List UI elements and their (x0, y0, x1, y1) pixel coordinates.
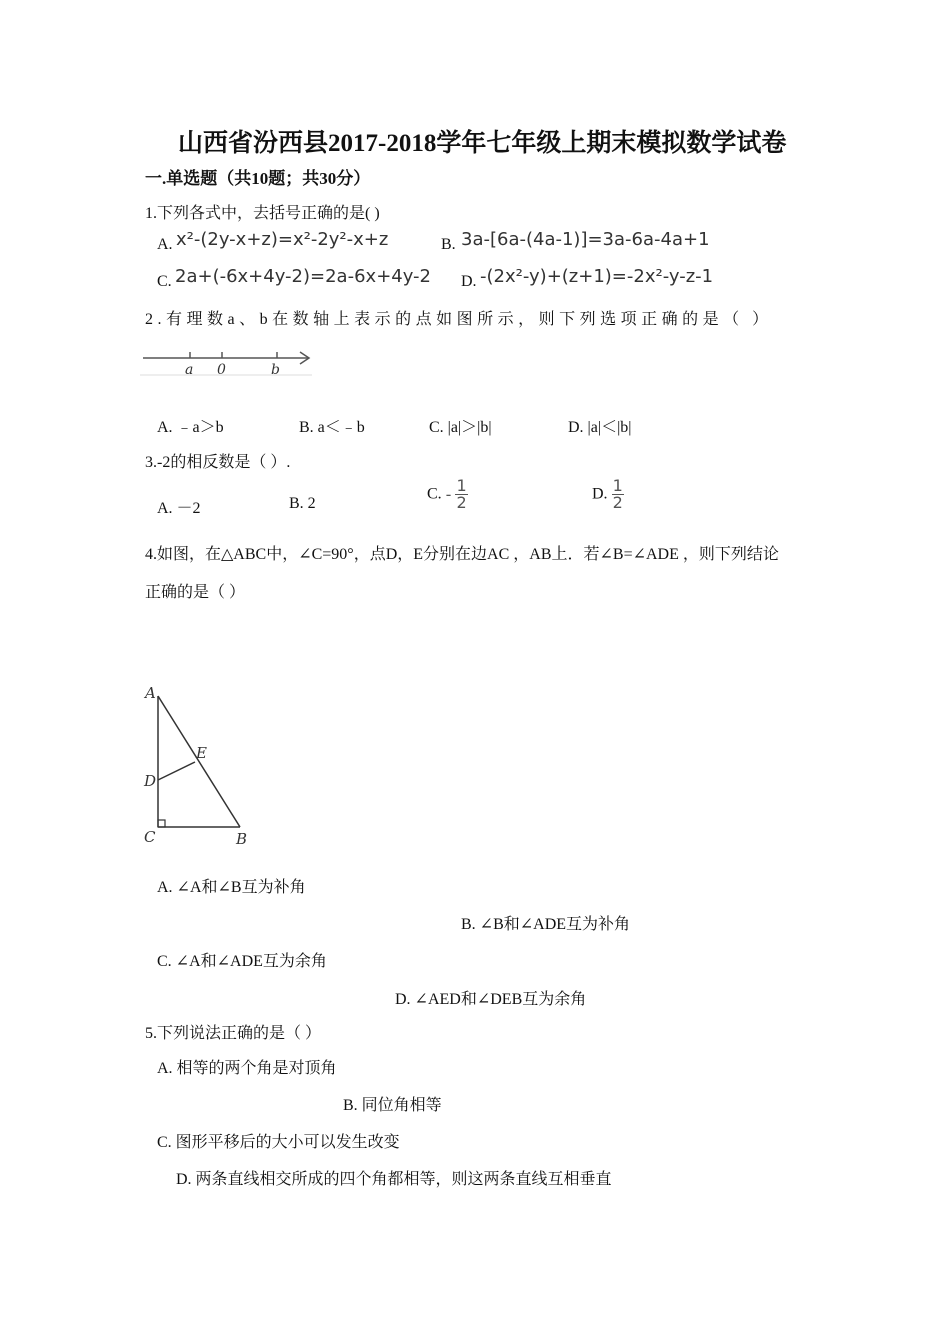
q3-option-c-label: C. (427, 485, 442, 503)
page-title: 山西省汾西县2017-2018学年七年级上期末模拟数学试卷 (178, 130, 787, 157)
q3-c-numerator: 1 (456, 476, 467, 495)
q3-option-d-fraction (612, 478, 624, 511)
q2-option-b: B. a＜﹣b (299, 419, 365, 436)
point-label-d: D (144, 772, 157, 790)
q3-option-d-label: D. (592, 485, 608, 503)
q5-option-a: A. 相等的两个角是对顶角 (157, 1060, 337, 1077)
triangle-figure (140, 682, 260, 847)
vertex-label-c: C (144, 828, 156, 846)
question-4-stem-line1: 4.如图，在△ABC中，∠C=90°，点D，E分别在边AC ，AB上．若∠B=∠ADE ，则下列结论 (145, 546, 779, 563)
q3-c-denominator: 2 (456, 493, 467, 512)
q4-option-a: A. ∠A和∠B互为补角 (157, 879, 306, 896)
q1-option-d-expr: -(2x²-y)+(z+1)=-2x²-y-z-1 (480, 266, 714, 287)
question-1-stem: 1.下列各式中，去括号正确的是( ) (145, 205, 380, 222)
q1-option-c-label: C. (157, 273, 172, 290)
q4-option-d: D. ∠AED和∠DEB互为余角 (395, 991, 587, 1008)
q1-option-d-label: D. (461, 273, 477, 290)
q3-d-numerator: 1 (612, 476, 623, 495)
q3-d-denominator: 2 (612, 493, 623, 512)
q3-option-b: B. 2 (289, 495, 316, 512)
question-5-stem: 5.下列说法正确的是（ ） (145, 1025, 322, 1042)
q4-option-b: B. ∠B和∠ADE互为补角 (461, 916, 631, 933)
number-line-figure (140, 345, 315, 379)
question-2-stem: 2.有理数a、b在数轴上表示的点如图所示，则下列选项正确的是（ ） (145, 311, 773, 328)
point-label-e: E (196, 744, 207, 762)
q1-option-b-label: B. (441, 236, 456, 253)
section-heading: 一.单选题（共10题；共30分） (145, 169, 371, 188)
question-3-stem: 3.-2的相反数是（ ）. (145, 454, 291, 471)
q2-option-c: C. |a|＞|b| (429, 419, 492, 436)
q3-option-c-fraction (455, 478, 467, 511)
q3-option-d (592, 478, 624, 511)
axis-label-zero: 0 (217, 362, 226, 378)
q4-option-c: C. ∠A和∠ADE互为余角 (157, 953, 327, 970)
vertex-label-a: A (145, 684, 156, 702)
vertex-label-b: B (236, 830, 248, 847)
q5-option-b: B. 同位角相等 (343, 1097, 442, 1114)
q2-option-d: D. |a|＜|b| (568, 419, 632, 436)
q3-option-c (427, 478, 468, 511)
q3-option-c-sign: - (445, 485, 452, 504)
right-angle-mark (158, 820, 165, 827)
q5-option-c: C. 图形平移后的大小可以发生改变 (157, 1134, 400, 1151)
q1-option-a-label: A. (157, 236, 173, 253)
q1-option-a-expr: x²-(2y-x+z)=x²-2y²-x+z (176, 229, 389, 250)
q3-option-a: A. －2 (157, 500, 201, 517)
q2-option-a: A. ﹣a＞b (157, 419, 224, 436)
q5-option-d: D. 两条直线相交所成的四个角都相等，则这两条直线互相垂直 (176, 1171, 612, 1188)
axis-label-a: a (185, 362, 194, 378)
q1-option-b-expr: 3a-[6a-(4a-1)]=3a-6a-4a+1 (461, 229, 710, 250)
question-4-stem-line2: 正确的是（ ） (145, 584, 246, 601)
segment-de (158, 762, 195, 780)
axis-label-b: b (271, 362, 280, 378)
q1-option-c-expr: 2a+(-6x+4y-2)=2a-6x+4y-2 (175, 266, 432, 287)
